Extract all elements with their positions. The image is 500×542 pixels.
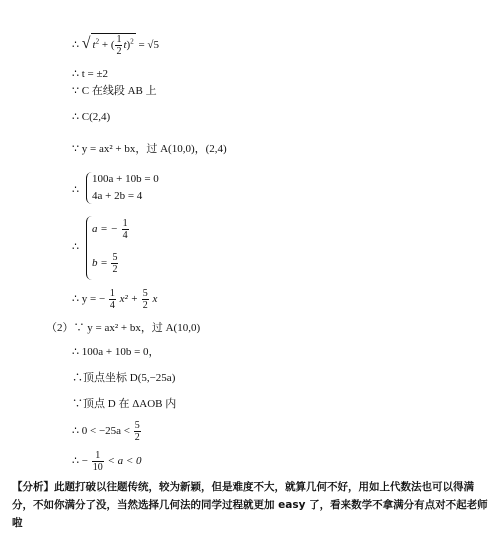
fraction-b: $\frac{5}{2}$ [112,252,118,275]
fraction-five-halves-2: $\frac{5}{2}$ [134,420,140,443]
equation-line-4: ∴ C(2,4) [72,111,111,123]
fraction-one-tenth: $\frac{1}{10}$ [92,450,103,473]
equation-line-2: ∴ t = ±2 [72,68,109,80]
equation-line-10: ∴ 100a + 10b = 0， [72,346,160,358]
fraction-quarter: $\frac{1}{4}$ [109,288,115,311]
equation-line-5: ∵ y = ax² + bx，过 A(10,0)，(2,4) [72,143,227,155]
equation-line-12: ∵顶点 D 在 ΔAOB 内 [72,398,177,410]
analysis-paragraph: 【分析】此题打破以往题传统，较为新颖，但是难度不大，就算几何不好，用如上代数法也可以得满分，不如你满分了没，当然选择几何法的同学过程就更加 easy 了，看来数学不拿满分有点对不起老师啦 [12,481,488,529]
system-eq-2: 4a + 2b = 4 [92,190,143,202]
equation-line-1: ∴ √ $t^2$ + ( $\frac{1}{2}$ t)$^2$ = √5 [72,34,159,57]
fraction-half: $\frac{1}{2}$ [116,34,122,57]
solution-b: b = $\frac{5}{2}$ [92,252,118,275]
solution-a: a = − $\frac{1}{4}$ [92,218,128,241]
equation-line-3: ∵ C 在线段 AB 上 [72,85,157,97]
equation-line-13: ∴ 0 < −25a < $\frac{5}{2}$ [72,420,140,443]
equation-line-7-prefix: ∴ [72,241,79,253]
equation-line-11: ∴顶点坐标 D(5,−25a) [72,372,176,384]
equation-line-6-prefix: ∴ [72,184,79,196]
fraction-five-halves: $\frac{5}{2}$ [142,288,148,311]
system-eq-1: 100a + 10b = 0 [92,173,159,185]
equation-line-9: （2）∵ y = ax² + bx，过 A(10,0) [46,322,201,334]
equation-line-8: ∴ y = − $\frac{1}{4}$ x² + $\frac{5}{2}$ x [72,288,158,311]
equation-line-14: ∴ − $\frac{1}{10}$ < a < 0 [72,450,142,473]
sqrt-expression: $t^2$ + ( $\frac{1}{2}$ t)$^2$ [92,34,134,57]
fraction-a: $\frac{1}{4}$ [122,218,128,241]
